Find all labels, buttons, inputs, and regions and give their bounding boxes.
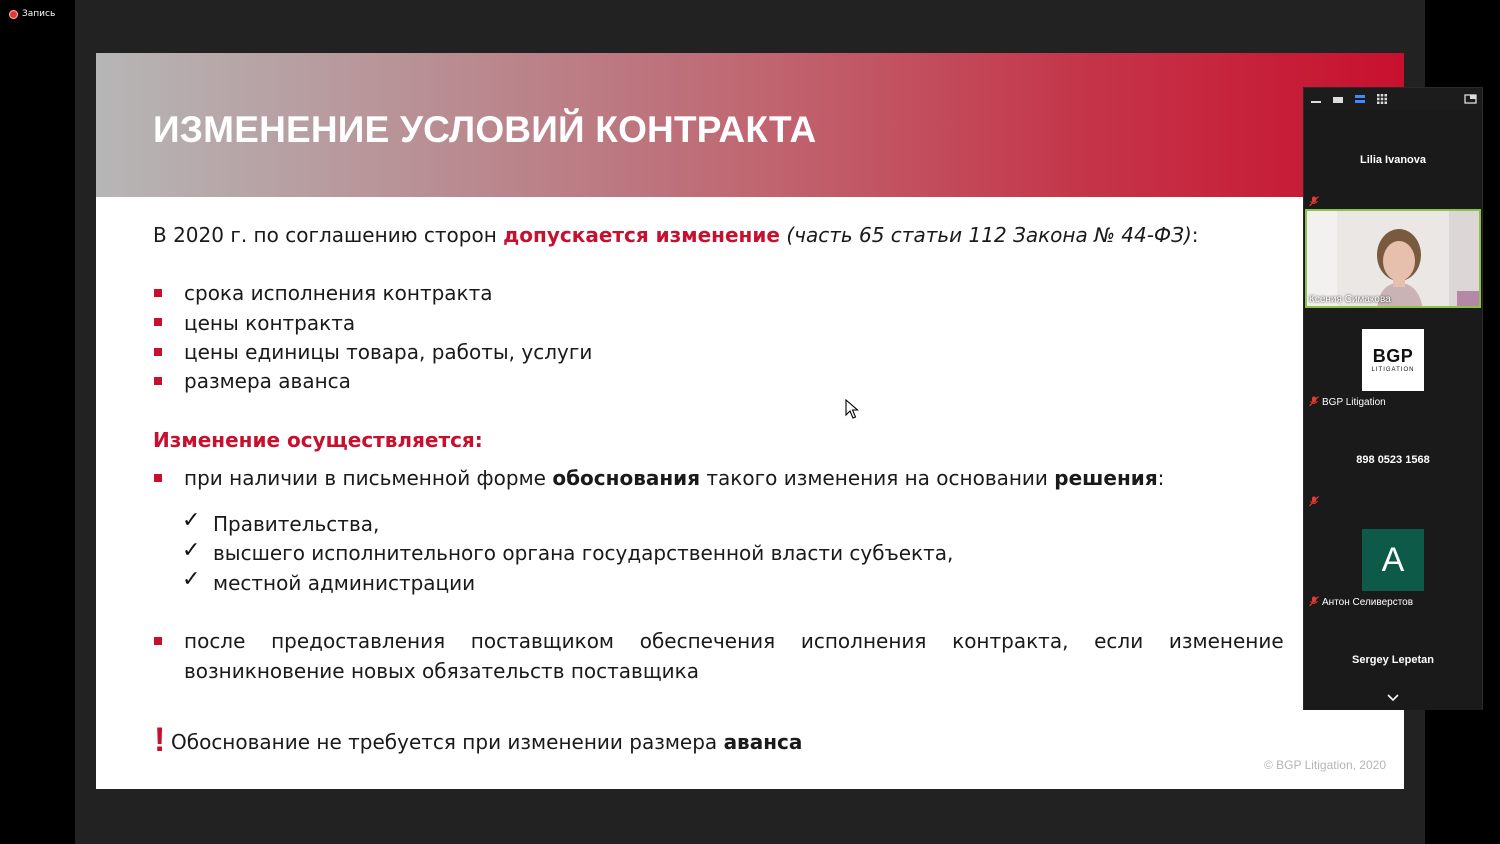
condition-1-e: : bbox=[1157, 466, 1165, 490]
condition-2-line-1 bbox=[184, 629, 1334, 653]
participant-name: 898 0523 1568 bbox=[1356, 454, 1430, 466]
check-item: высшего исполнительного органа государственной власти субъекта, bbox=[213, 541, 954, 565]
intro-post: : bbox=[1191, 223, 1199, 247]
condition-1 bbox=[184, 466, 1164, 490]
logo-main-text: BGP bbox=[1372, 346, 1414, 366]
word: поставщиком bbox=[470, 629, 615, 653]
participant-avatar: A bbox=[1362, 529, 1424, 591]
exit-fullscreen-icon[interactable] bbox=[1464, 93, 1477, 105]
bullet-marker bbox=[154, 474, 162, 482]
single-view-icon[interactable] bbox=[1332, 93, 1344, 105]
chevron-down-icon[interactable] bbox=[1386, 693, 1400, 703]
logo-sub-text: LITIGATION bbox=[1371, 367, 1415, 373]
bullet-marker bbox=[154, 377, 162, 385]
bullet-item: размера аванса bbox=[184, 369, 351, 393]
gallery-view-icon[interactable] bbox=[1376, 93, 1388, 105]
slide-title: ИЗМЕНЕНИЕ УСЛОВИЙ КОНТРАКТА bbox=[153, 109, 817, 150]
checkmark-icon: ✓ bbox=[182, 508, 201, 533]
participant-tile[interactable] bbox=[1304, 310, 1482, 411]
check-item: Правительства, bbox=[213, 512, 380, 536]
condition-1-b: обоснования bbox=[552, 466, 701, 490]
panel-toolbar bbox=[1304, 88, 1482, 110]
intro-citation: (часть 65 статьи 112 Закона № 44-ФЗ) bbox=[779, 223, 1192, 247]
presentation-slide bbox=[96, 53, 1404, 789]
word: исполнения bbox=[800, 629, 927, 653]
bullet-item: цены единицы товара, работы, услуги bbox=[184, 340, 593, 364]
record-dot-icon bbox=[9, 10, 18, 19]
word: после bbox=[184, 629, 246, 653]
condition-2-line-2: возникновение новых обязательств поставщика bbox=[184, 659, 700, 683]
note-pre: Обоснование не требуется при изменении размера bbox=[171, 730, 724, 754]
minimize-icon[interactable] bbox=[1310, 93, 1322, 105]
bullet-item: срока исполнения контракта bbox=[184, 281, 493, 305]
bullet-marker bbox=[154, 318, 162, 326]
intro-highlight: допускается изменение bbox=[503, 223, 780, 247]
intro-pre: В 2020 г. по соглашению сторон bbox=[153, 223, 504, 247]
participant-tile[interactable] bbox=[1304, 110, 1482, 211]
recording-indicator[interactable] bbox=[9, 9, 55, 19]
checkmark-icon: ✓ bbox=[182, 538, 201, 563]
word: предоставления bbox=[271, 629, 446, 653]
recording-label: Запись bbox=[22, 9, 56, 19]
participant-name: Lilia Ivanova bbox=[1359, 154, 1427, 166]
muted-mic-icon bbox=[1309, 596, 1319, 607]
bullet-item: цены контракта bbox=[184, 311, 356, 335]
speaker-view-icon[interactable] bbox=[1354, 93, 1366, 105]
slide-copyright: © BGP Litigation, 2020 bbox=[1263, 758, 1386, 772]
participant-name: BGP Litigation bbox=[1322, 397, 1386, 408]
slide-header-band bbox=[96, 53, 1404, 197]
condition-1-a: при наличии в письменной форме bbox=[184, 466, 553, 490]
participant-name: Ксения Симакова bbox=[1309, 294, 1391, 305]
participant-name: Антон Селиверстов bbox=[1322, 597, 1414, 608]
muted-mic-icon bbox=[1309, 496, 1319, 507]
word: контракта, bbox=[952, 629, 1069, 653]
participant-tile[interactable] bbox=[1304, 410, 1482, 511]
bgp-logo bbox=[1362, 329, 1424, 391]
condition-1-c: такого изменения на основании bbox=[700, 466, 1055, 490]
word: изменение bbox=[1168, 629, 1284, 653]
word: обеспечения bbox=[639, 629, 776, 653]
left-black-strip bbox=[0, 0, 75, 844]
muted-mic-icon bbox=[1309, 196, 1319, 207]
mouse-cursor-icon bbox=[845, 399, 859, 419]
note-bold: аванса bbox=[723, 730, 803, 754]
participant-name: Sergey Lepetan bbox=[1352, 654, 1434, 666]
subheading: Изменение осуществляется: bbox=[153, 428, 483, 452]
condition-1-d: решения bbox=[1054, 466, 1158, 490]
exclamation-icon: ! bbox=[154, 721, 166, 759]
bullet-marker bbox=[154, 637, 162, 645]
participants-panel bbox=[1303, 87, 1483, 710]
word: если bbox=[1094, 629, 1144, 653]
check-item: местной администрации bbox=[213, 571, 476, 595]
participant-video-tile[interactable] bbox=[1305, 209, 1481, 308]
muted-mic-icon bbox=[1309, 396, 1319, 407]
note-line bbox=[171, 730, 802, 754]
bullet-marker bbox=[154, 289, 162, 297]
bullet-marker bbox=[154, 348, 162, 356]
checkmark-icon: ✓ bbox=[182, 567, 201, 592]
intro-line bbox=[153, 223, 1199, 247]
participant-tile[interactable] bbox=[1304, 510, 1482, 611]
